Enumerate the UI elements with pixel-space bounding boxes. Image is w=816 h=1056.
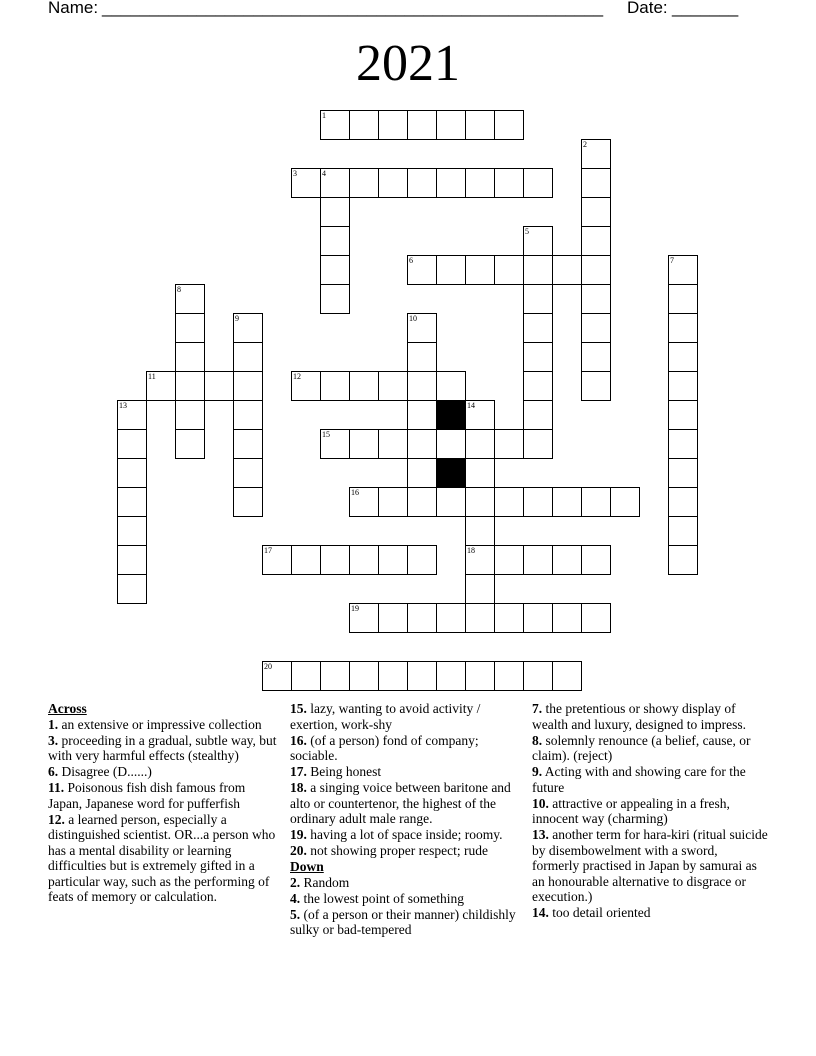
clue-text: not showing proper respect; rude [306, 843, 488, 858]
grid-cell[interactable] [407, 371, 437, 401]
clue-number: 10 [409, 314, 417, 323]
clue-number-label: 14. [532, 905, 549, 920]
clue-number: 15 [322, 430, 330, 439]
clue-number: 1 [322, 111, 326, 120]
grid-cell[interactable] [378, 487, 408, 517]
across-clues-column [48, 701, 280, 905]
grid-cell[interactable] [436, 661, 466, 691]
grid-cell[interactable] [320, 545, 350, 575]
grid-cell[interactable] [581, 342, 611, 372]
clue-number: 14 [467, 401, 475, 410]
grid-cell[interactable] [581, 487, 611, 517]
grid-cell[interactable] [523, 255, 553, 285]
date-label: Date: [627, 0, 668, 17]
grid-cell[interactable] [349, 168, 379, 198]
clue-number: 12 [293, 372, 301, 381]
clue-text: too detail oriented [548, 905, 651, 920]
down-clue [290, 907, 526, 938]
grid-cell[interactable] [378, 603, 408, 633]
clue-number-label: 20. [290, 843, 307, 858]
grid-cell[interactable] [523, 313, 553, 343]
grid-cell[interactable] [668, 284, 698, 314]
grid-cell[interactable] [320, 661, 350, 691]
clue-number-label: 8. [532, 732, 543, 748]
grid-cell[interactable] [523, 284, 553, 314]
name-line[interactable]: _____________________________________________________ [102, 0, 604, 17]
grid-cell[interactable] [349, 371, 379, 401]
across-clue [48, 717, 280, 733]
grid-cell[interactable] [320, 197, 350, 227]
grid-cell[interactable] [378, 545, 408, 575]
grid-cell[interactable] [494, 255, 524, 285]
clue-number-label: 5. [290, 906, 301, 922]
across-clue [290, 780, 526, 827]
grid-cell[interactable] [291, 545, 321, 575]
grid-cell[interactable] [523, 661, 553, 691]
grid-cell[interactable] [320, 226, 350, 256]
grid-cell[interactable] [465, 661, 495, 691]
grid-cell[interactable] [233, 371, 263, 401]
down-clue [532, 701, 768, 732]
clue-number-label: 18. [290, 780, 307, 795]
across-clue [290, 764, 526, 780]
grid-cell[interactable] [668, 313, 698, 343]
clue-text: solemnly renounce (a belief, cause, or claim). (reject) [532, 732, 751, 763]
clue-number-label: 17. [290, 764, 307, 779]
down-clue [532, 905, 768, 921]
across-clue [48, 764, 280, 780]
grid-cell[interactable] [494, 661, 524, 691]
clue-text: Acting with and showing care for the future [532, 764, 746, 795]
clue-number-label: 10. [532, 795, 549, 811]
grid-cell[interactable] [407, 400, 437, 430]
grid-cell[interactable] [523, 371, 553, 401]
date-line[interactable]: _______ [672, 0, 739, 17]
clue-number: 5 [525, 227, 529, 236]
down-clue [532, 796, 768, 827]
grid-cell[interactable] [494, 603, 524, 633]
clue-number: 16 [351, 488, 359, 497]
grid-cell[interactable] [523, 342, 553, 372]
grid-cell[interactable] [465, 429, 495, 459]
name-label: Name: [48, 0, 99, 17]
across-clue [290, 733, 526, 764]
clue-number: 7 [670, 256, 674, 265]
clue-number-label: 9. [532, 764, 543, 779]
clue-number-label: 3. [48, 732, 59, 748]
down-clue [532, 827, 768, 905]
grid-cell[interactable] [378, 168, 408, 198]
grid-cell[interactable] [581, 255, 611, 285]
grid-cell[interactable] [668, 429, 698, 459]
clue-text: Poisonous fish dish famous from Japan, Japanese word for pufferfish [48, 780, 246, 811]
clue-number-label: 15. [290, 701, 307, 716]
clue-number: 6 [409, 256, 413, 265]
grid-cell[interactable] [175, 429, 205, 459]
grid-cell[interactable] [552, 661, 582, 691]
clues-column-middle [290, 701, 526, 938]
clue-number: 20 [264, 662, 272, 671]
grid-cell[interactable] [581, 168, 611, 198]
clue-number-label: 11. [48, 780, 65, 795]
worksheet-header [48, 0, 748, 20]
clue-number-label: 16. [290, 732, 307, 748]
grid-cell[interactable] [320, 284, 350, 314]
grid-cell[interactable] [610, 487, 640, 517]
grid-cell[interactable] [436, 110, 466, 140]
grid-cell[interactable] [117, 516, 147, 546]
grid-cell[interactable] [204, 371, 234, 401]
grid-cell[interactable] [581, 603, 611, 633]
grid-cell[interactable] [175, 342, 205, 372]
grid-cell[interactable] [175, 313, 205, 343]
clue-text: Disagree (D......) [58, 764, 152, 779]
grid-cell[interactable] [349, 429, 379, 459]
grid-cell[interactable] [494, 545, 524, 575]
page-title: 2021 [356, 35, 460, 92]
clue-text: a learned person, especially a distinguished scientist. OR...a person who has a mental disability or learning difficulties but is extremely gifted in a particular way, such as the performing of feats of memory or calculation. [48, 811, 276, 904]
black-square [436, 458, 466, 488]
across-clue [48, 733, 280, 764]
grid-cell[interactable] [523, 400, 553, 430]
grid-cell[interactable] [407, 458, 437, 488]
clue-number-label: 1. [48, 716, 59, 732]
grid-cell[interactable] [378, 110, 408, 140]
clue-text: the pretentious or showy display of wealth and luxury, designed to impress. [532, 701, 746, 732]
grid-cell[interactable] [407, 342, 437, 372]
clue-number: 18 [467, 546, 475, 555]
down-heading: Down [290, 859, 324, 874]
across-clue [48, 812, 280, 905]
grid-cell[interactable] [407, 168, 437, 198]
clue-text: (of a person or their manner) childishly sulky or bad-tempered [290, 906, 516, 937]
grid-cell[interactable] [581, 284, 611, 314]
grid-cell[interactable] [465, 487, 495, 517]
clue-text: an extensive or impressive collection [58, 716, 262, 732]
across-clue [290, 701, 526, 732]
grid-cell[interactable] [668, 516, 698, 546]
grid-cell[interactable] [378, 371, 408, 401]
grid-cell[interactable] [523, 603, 553, 633]
clue-number: 13 [119, 401, 127, 410]
grid-cell[interactable] [117, 429, 147, 459]
grid-cell[interactable] [378, 661, 408, 691]
grid-cell[interactable] [407, 487, 437, 517]
grid-cell[interactable] [407, 110, 437, 140]
clue-number-label: 13. [532, 827, 549, 842]
clue-number: 3 [293, 169, 297, 178]
grid-cell[interactable] [175, 371, 205, 401]
clue-number: 11 [148, 372, 156, 381]
grid-cell[interactable] [581, 371, 611, 401]
grid-cell[interactable] [407, 429, 437, 459]
grid-cell[interactable] [436, 487, 466, 517]
grid-cell[interactable] [494, 168, 524, 198]
clue-text: proceeding in a gradual, subtle way, but with very harmful effects (stealthy) [48, 732, 277, 763]
clues-column-right [532, 701, 768, 921]
grid-cell[interactable] [465, 110, 495, 140]
clue-number: 8 [177, 285, 181, 294]
grid-cell[interactable] [291, 661, 321, 691]
clue-text: a singing voice between baritone and alto or countertenor, the highest of the ordinary adult male range. [290, 780, 511, 826]
grid-cell[interactable] [465, 168, 495, 198]
grid-cell[interactable] [465, 574, 495, 604]
clue-number: 9 [235, 314, 239, 323]
grid-cell[interactable] [349, 545, 379, 575]
down-clue [290, 875, 526, 891]
clue-number-label: 7. [532, 701, 543, 716]
grid-cell[interactable] [465, 516, 495, 546]
clue-number: 4 [322, 169, 326, 178]
grid-cell[interactable] [117, 487, 147, 517]
grid-cell[interactable] [117, 458, 147, 488]
clue-text: attractive or appealing in a fresh, innocent way (charming) [532, 795, 730, 826]
grid-cell[interactable] [523, 429, 553, 459]
grid-cell[interactable] [552, 603, 582, 633]
grid-cell[interactable] [668, 342, 698, 372]
down-clue [290, 891, 526, 907]
clue-number: 19 [351, 604, 359, 613]
grid-cell[interactable] [407, 545, 437, 575]
grid-cell[interactable] [668, 458, 698, 488]
grid-cell[interactable] [494, 429, 524, 459]
grid-cell[interactable] [349, 661, 379, 691]
clue-number: 17 [264, 546, 272, 555]
grid-cell[interactable] [581, 545, 611, 575]
grid-cell[interactable] [581, 226, 611, 256]
clue-number: 2 [583, 140, 587, 149]
clue-text: the lowest point of something [300, 890, 464, 906]
clue-number-label: 19. [290, 827, 307, 842]
grid-cell[interactable] [233, 400, 263, 430]
grid-cell[interactable] [494, 110, 524, 140]
grid-cell[interactable] [407, 603, 437, 633]
grid-cell[interactable] [436, 371, 466, 401]
grid-cell[interactable] [233, 342, 263, 372]
grid-cell[interactable] [668, 371, 698, 401]
grid-cell[interactable] [378, 429, 408, 459]
grid-cell[interactable] [668, 487, 698, 517]
grid-cell[interactable] [523, 168, 553, 198]
clue-text: another term for hara-kiri (ritual suicide by disembowelment with a sword, formerly practised in Japan by samurai as an honourable alternative to disgrace or execution.) [532, 827, 768, 904]
clue-text: Random [300, 874, 350, 890]
clue-text: having a lot of space inside; roomy. [306, 827, 503, 842]
grid-cell[interactable] [668, 400, 698, 430]
across-clue [290, 843, 526, 859]
black-square [436, 400, 466, 430]
grid-cell[interactable] [436, 429, 466, 459]
grid-cell[interactable] [668, 545, 698, 575]
grid-cell[interactable] [465, 255, 495, 285]
grid-cell[interactable] [436, 168, 466, 198]
across-clue [290, 827, 526, 843]
down-clue [532, 733, 768, 764]
grid-cell[interactable] [117, 545, 147, 575]
grid-cell[interactable] [465, 458, 495, 488]
grid-cell[interactable] [320, 371, 350, 401]
grid-cell[interactable] [320, 255, 350, 285]
grid-cell[interactable] [436, 255, 466, 285]
down-clue [532, 764, 768, 795]
clue-text: Being honest [306, 764, 382, 779]
grid-cell[interactable] [581, 197, 611, 227]
clue-number-label: 2. [290, 874, 301, 890]
grid-cell[interactable] [175, 400, 205, 430]
grid-cell[interactable] [117, 574, 147, 604]
grid-cell[interactable] [349, 110, 379, 140]
grid-cell[interactable] [552, 255, 582, 285]
grid-cell[interactable] [233, 458, 263, 488]
grid-cell[interactable] [436, 603, 466, 633]
grid-cell[interactable] [407, 661, 437, 691]
across-heading: Across [48, 701, 87, 716]
grid-cell[interactable] [552, 487, 582, 517]
grid-cell[interactable] [552, 545, 582, 575]
grid-cell[interactable] [581, 313, 611, 343]
clue-text: (of a person) fond of company; sociable. [290, 732, 479, 763]
clue-number-label: 12. [48, 811, 65, 827]
grid-cell[interactable] [523, 545, 553, 575]
grid-cell[interactable] [494, 487, 524, 517]
across-clue [48, 780, 280, 811]
clue-text: lazy, wanting to avoid activity / exertion, work-shy [290, 701, 481, 732]
grid-cell[interactable] [233, 429, 263, 459]
clue-number-label: 6. [48, 764, 59, 779]
clue-number-label: 4. [290, 890, 301, 906]
grid-cell[interactable] [465, 603, 495, 633]
grid-cell[interactable] [523, 487, 553, 517]
grid-cell[interactable] [233, 487, 263, 517]
